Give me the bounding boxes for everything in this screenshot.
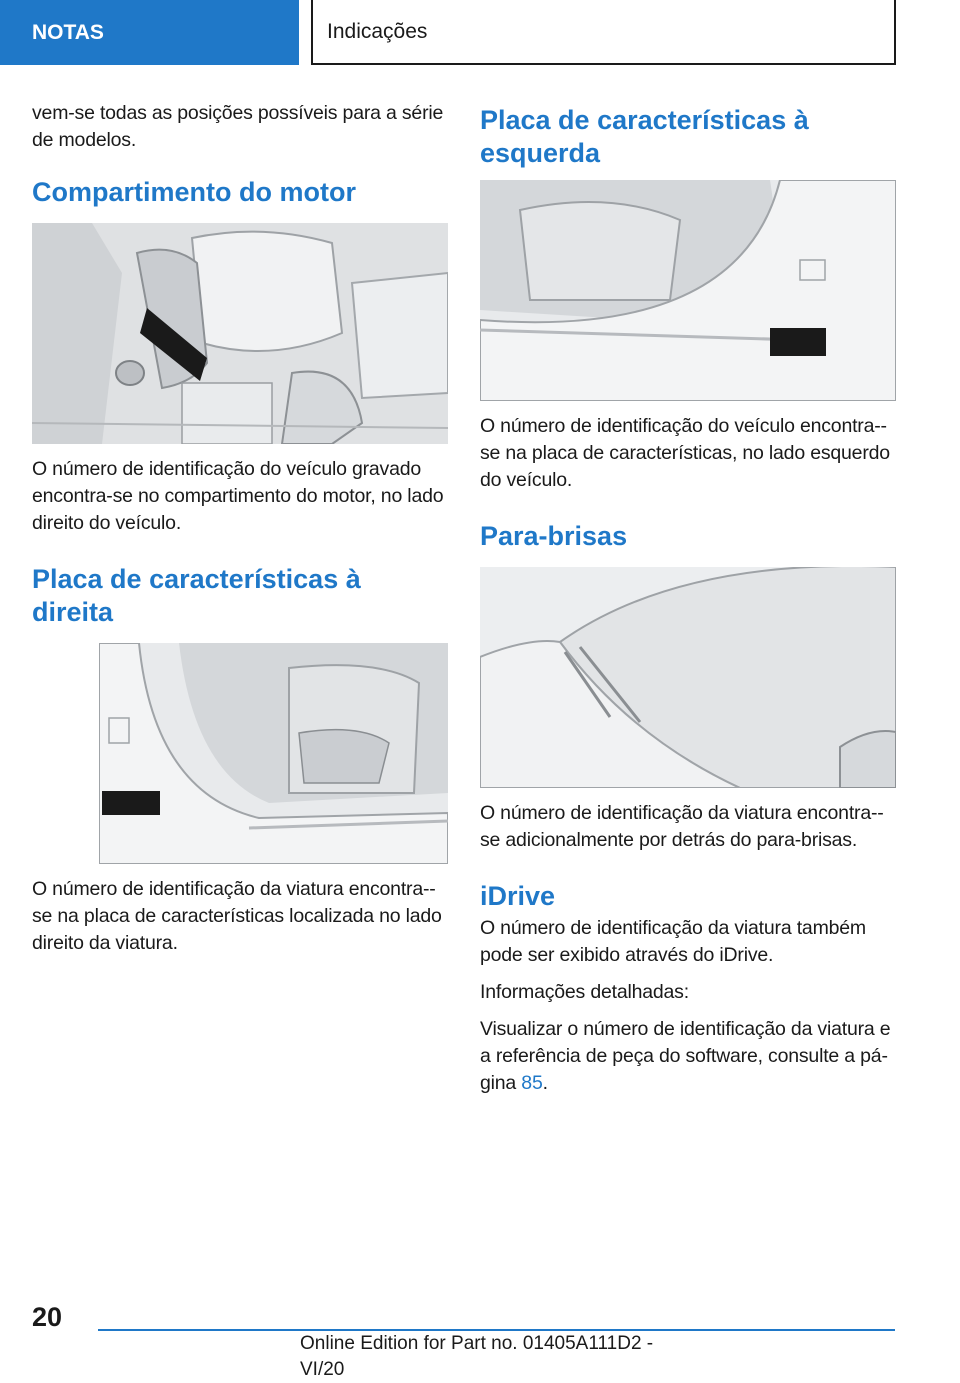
details-label: Informações detalhadas: [480, 981, 689, 1003]
windshield-text: O número de identificação da viatura encontra--se adicionalmente por detrás do para-brisas. [480, 802, 884, 851]
page-reference-link[interactable]: 85 [521, 1072, 543, 1094]
right-plate-text: O número de identificação da viatura encontra--se na placa de características localizada no lado direito da viatura. [32, 878, 442, 954]
page-number: 20 [32, 1302, 63, 1332]
right-column [480, 104, 896, 1107]
section-tab-label: NOTAS [32, 20, 104, 44]
heading-left-plate: Placa de características à esquerda [480, 105, 809, 168]
sentence-end: . [542, 1072, 548, 1094]
section-tab [0, 0, 299, 65]
heading-windshield: Para-brisas [480, 521, 628, 551]
engine-compartment-image [32, 223, 448, 444]
chapter-title: Indicações [327, 19, 428, 43]
engine-text: O número de identificação do veículo gravado encontra-se no compartimento do motor, no lado direito do veículo. [32, 458, 444, 534]
intro-text: vem-se todas as posições possíveis para a série de modelos. [32, 102, 444, 151]
visualize-sentence: Visualizar o número de identificação da viatura e a referência de peça do software, consulte a pá-gina [480, 1018, 891, 1094]
heading-idrive: iDrive [480, 881, 556, 911]
heading-engine: Compartimento do motor [32, 177, 356, 207]
chapter-header [311, 0, 896, 65]
idrive-text: O número de identificação da viatura também pode ser exibido através do iDrive. [480, 917, 866, 966]
edition-text: Online Edition for Part no. 01405A111D2 - VI/20 [300, 1333, 654, 1380]
windshield-image [480, 567, 896, 788]
heading-right-plate: Placa de características à direita [32, 564, 361, 627]
left-plate-image [480, 180, 896, 401]
right-plate-image [99, 643, 448, 864]
visualize-text [480, 1016, 896, 1097]
left-column [32, 100, 448, 967]
left-plate-text: O número de identificação do veículo encontra--se na placa de características, no lado esquerdo do veículo. [480, 415, 890, 491]
